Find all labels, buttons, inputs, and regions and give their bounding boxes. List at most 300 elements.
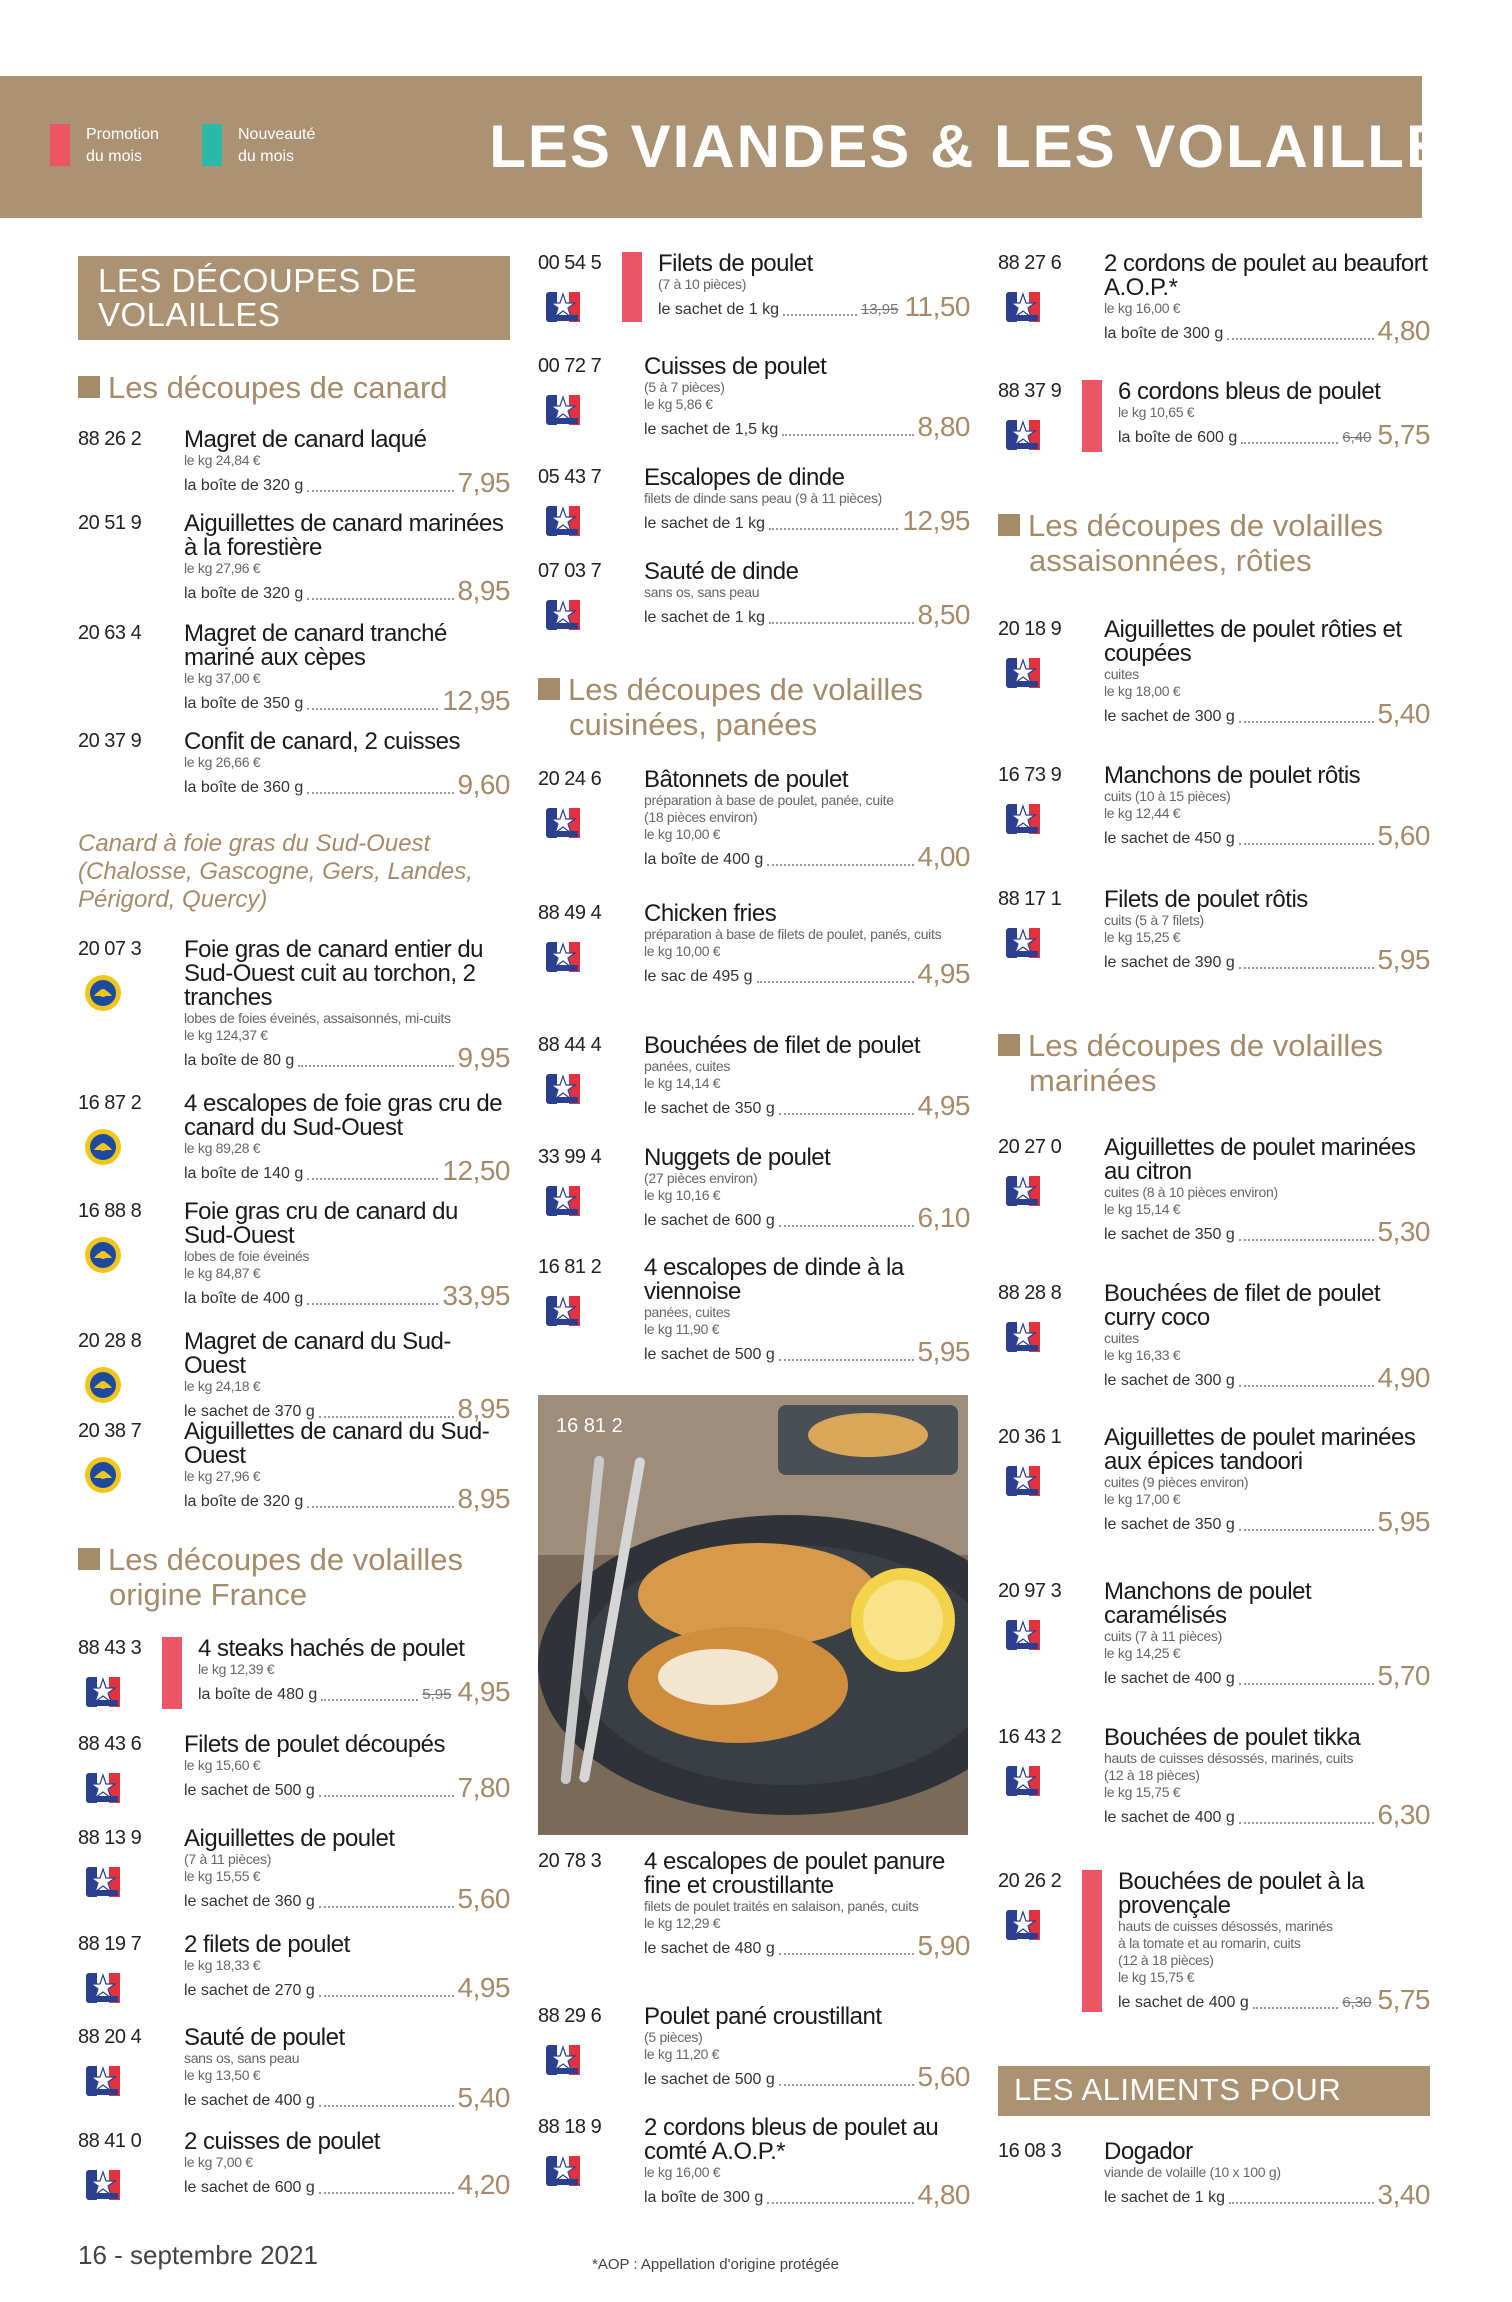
product-name: 6 cordons bleus de poulet bbox=[1118, 378, 1381, 405]
product-name: Aiguillettes de poulet marinées au citron bbox=[1104, 1134, 1416, 1185]
product-name: Confit de canard, 2 cuisses bbox=[184, 728, 460, 755]
price: 5,75 bbox=[1377, 419, 1430, 450]
price: 5,40 bbox=[457, 2082, 510, 2113]
subhead-marinees: Les découpes de volailles marinées bbox=[998, 1028, 1383, 1098]
legend-new-label: Nouveauté du mois bbox=[238, 126, 316, 165]
subhead-cuisinees-panees: Les découpes de volailles cuisinées, panées bbox=[538, 672, 923, 742]
leader-dots bbox=[321, 1699, 418, 1701]
leader-dots bbox=[1239, 721, 1374, 723]
subhead-canard: Les découpes de canard bbox=[78, 370, 448, 405]
product-info bbox=[1104, 2140, 1430, 2209]
product-code: 16 88 8 bbox=[78, 1200, 142, 1222]
leader-dots bbox=[1239, 1529, 1374, 1531]
leader-dots bbox=[767, 2202, 913, 2204]
promo-marker bbox=[622, 252, 642, 322]
package-size: le sac de 495 g bbox=[644, 968, 753, 985]
product-code: 20 38 7 bbox=[78, 1420, 142, 1442]
product-detail: lobes de foie éveinés bbox=[184, 1248, 310, 1264]
package-size: la boîte de 320 g bbox=[184, 477, 304, 494]
leader-dots bbox=[1239, 1683, 1374, 1685]
volaille-francaise-icon bbox=[1004, 800, 1042, 838]
price-line bbox=[644, 1204, 970, 1232]
product-code: 20 24 6 bbox=[538, 768, 602, 790]
product-info bbox=[644, 1256, 970, 1366]
price: 4,80 bbox=[917, 2179, 970, 2210]
leader-dots bbox=[757, 981, 914, 983]
price: 3,40 bbox=[1377, 2179, 1430, 2210]
leader-dots bbox=[307, 792, 453, 794]
product-code: 20 51 9 bbox=[78, 512, 142, 534]
price-line bbox=[184, 1282, 510, 1310]
product-info bbox=[198, 1637, 510, 1706]
escalopes-photo-illustration bbox=[538, 1395, 968, 1835]
product-info bbox=[644, 1034, 970, 1120]
product-detail: (18 pièces environ) bbox=[644, 809, 758, 825]
legend-promo-label: Promotion du mois bbox=[86, 126, 159, 165]
price-line bbox=[644, 960, 970, 988]
note-sud-ouest: Canard à foie gras du Sud-Ouest (Chalosse, Gascogne, Gers, Landes, Périgord, Quercy) bbox=[78, 830, 473, 913]
product-info bbox=[1104, 252, 1430, 345]
product-detail: à la tomate et au romarin, cuits bbox=[1118, 1935, 1301, 1951]
price-line bbox=[1118, 421, 1430, 449]
volaille-francaise-icon bbox=[84, 2166, 122, 2204]
price-line bbox=[1104, 1364, 1430, 1392]
product-code: 88 44 4 bbox=[538, 1034, 602, 1056]
price: 4,95 bbox=[457, 1676, 510, 1707]
leader-dots bbox=[307, 1506, 453, 1508]
product-info bbox=[184, 2026, 510, 2112]
product-name: Sauté de dinde bbox=[644, 558, 799, 585]
package-size: le sachet de 400 g bbox=[184, 2092, 315, 2109]
product-info bbox=[1104, 618, 1430, 728]
price: 5,40 bbox=[1377, 698, 1430, 729]
price: 12,50 bbox=[442, 1155, 510, 1186]
promo-marker bbox=[1082, 380, 1102, 452]
product-detail: cuites (8 à 10 pièces environ) bbox=[1104, 1184, 1278, 1200]
product-detail: le kg 10,00 € bbox=[644, 826, 721, 842]
product-detail: le kg 10,65 € bbox=[1118, 404, 1195, 420]
volaille-francaise-icon bbox=[544, 596, 582, 634]
price-line bbox=[644, 1092, 970, 1120]
volaille-francaise-icon bbox=[544, 1070, 582, 1108]
price-line bbox=[644, 507, 970, 535]
leader-dots bbox=[319, 1906, 454, 1908]
product-code: 88 17 1 bbox=[998, 888, 1062, 910]
product-detail: le kg 89,28 € bbox=[184, 1140, 261, 1156]
price: 5,90 bbox=[917, 1930, 970, 1961]
product-name: Filets de poulet rôtis bbox=[1104, 886, 1308, 913]
package-size: la boîte de 360 g bbox=[184, 779, 304, 796]
price: 5,75 bbox=[1377, 1984, 1430, 2015]
product-detail: le kg 15,14 € bbox=[1104, 1201, 1181, 1217]
volaille-francaise-icon bbox=[1004, 1616, 1042, 1654]
product-detail: le kg 14,25 € bbox=[1104, 1645, 1181, 1661]
product-detail: filets de poulet traités en salaison, panés, cuits bbox=[644, 1898, 919, 1914]
product-detail: (12 à 18 pièces) bbox=[1104, 1767, 1200, 1783]
product-detail: le kg 15,60 € bbox=[184, 1757, 261, 1773]
price-line bbox=[184, 2171, 510, 2199]
leader-dots bbox=[307, 598, 453, 600]
product-detail: panées, cuites bbox=[644, 1304, 731, 1320]
price-line bbox=[198, 1678, 510, 1706]
volaille-francaise-icon bbox=[544, 1292, 582, 1330]
product-name: Aiguillettes de canard du Sud-Ouest bbox=[184, 1418, 490, 1469]
product-photo-escalopes bbox=[538, 1395, 968, 1835]
product-code: 16 81 2 bbox=[538, 1256, 602, 1278]
package-size: le sachet de 270 g bbox=[184, 1982, 315, 1999]
leader-dots bbox=[319, 1995, 454, 1997]
package-size: le sachet de 400 g bbox=[1104, 1670, 1235, 1687]
volaille-francaise-icon bbox=[544, 938, 582, 976]
leader-dots bbox=[779, 1359, 914, 1361]
product-code: 88 29 6 bbox=[538, 2005, 602, 2027]
product-name: 4 escalopes de poulet panure fine et croustillante bbox=[644, 1848, 945, 1899]
price: 9,95 bbox=[457, 1042, 510, 1073]
price-line bbox=[1104, 946, 1430, 974]
photo-product-code: 16 81 2 bbox=[556, 1415, 623, 1437]
price: 8,95 bbox=[457, 575, 510, 606]
price-line bbox=[644, 1338, 970, 1366]
product-name: Escalopes de dinde bbox=[644, 464, 845, 491]
package-size: la boîte de 480 g bbox=[198, 1686, 318, 1703]
new-swatch bbox=[202, 124, 222, 166]
product-name: Aiguillettes de poulet bbox=[184, 1825, 395, 1852]
product-info bbox=[644, 2005, 970, 2091]
page-title: LES VIANDES & LES VOLAILLES bbox=[489, 113, 1490, 180]
product-detail: cuits (5 à 7 filets) bbox=[1104, 912, 1204, 928]
product-detail: le kg 37,00 € bbox=[184, 670, 261, 686]
product-name: 2 cordons bleus de poulet au comté A.O.P.* bbox=[644, 2114, 939, 2165]
product-detail: le kg 15,75 € bbox=[1118, 1969, 1195, 1985]
product-code: 16 73 9 bbox=[998, 764, 1062, 786]
volaille-francaise-icon bbox=[84, 1969, 122, 2007]
package-size: la boîte de 600 g bbox=[1118, 429, 1238, 446]
price-line bbox=[184, 1974, 510, 2002]
package-size: le sachet de 1 kg bbox=[644, 515, 765, 532]
price: 4,95 bbox=[457, 1972, 510, 2003]
volaille-francaise-icon bbox=[544, 288, 582, 326]
product-detail: cuites bbox=[1104, 666, 1139, 682]
product-code: 88 18 9 bbox=[538, 2116, 602, 2138]
price: 7,95 bbox=[457, 467, 510, 498]
product-detail: sans os, sans peau bbox=[644, 584, 760, 600]
product-detail: le kg 5,86 € bbox=[644, 396, 713, 412]
leader-dots bbox=[769, 622, 914, 624]
product-name: Manchons de poulet caramélisés bbox=[1104, 1578, 1312, 1629]
product-detail: (5 pièces) bbox=[644, 2029, 703, 2045]
product-info bbox=[658, 252, 970, 321]
package-size: le sachet de 500 g bbox=[644, 1346, 775, 1363]
product-code: 20 26 2 bbox=[998, 1870, 1062, 1892]
product-code: 20 78 3 bbox=[538, 1850, 602, 1872]
footer-aop-note: *AOP : Appellation d'origine protégée bbox=[592, 2256, 839, 2273]
price-line bbox=[184, 1044, 510, 1072]
leader-dots bbox=[1227, 338, 1373, 340]
leader-dots bbox=[1253, 2007, 1339, 2009]
volaille-francaise-icon bbox=[544, 502, 582, 540]
price-line bbox=[184, 1885, 510, 1913]
product-code: 16 87 2 bbox=[78, 1092, 142, 1114]
product-detail: le kg 14,14 € bbox=[644, 1075, 721, 1091]
price-line bbox=[1104, 1662, 1430, 1690]
product-info bbox=[1104, 1580, 1430, 1690]
product-info bbox=[644, 2116, 970, 2209]
price: 4,95 bbox=[917, 1090, 970, 1121]
product-code: 00 72 7 bbox=[538, 355, 602, 377]
product-code: 88 20 4 bbox=[78, 2026, 142, 2048]
price-line bbox=[644, 413, 970, 441]
package-size: le sachet de 400 g bbox=[1104, 1809, 1235, 1826]
package-size: le sachet de 350 g bbox=[1104, 1226, 1235, 1243]
product-name: 2 cuisses de poulet bbox=[184, 2128, 380, 2155]
product-detail: le kg 18,00 € bbox=[1104, 683, 1181, 699]
leader-dots bbox=[1239, 1239, 1374, 1241]
product-info bbox=[184, 1330, 510, 1423]
product-name: Bouchées de filet de poulet bbox=[644, 1032, 921, 1059]
volaille-francaise-icon bbox=[544, 2152, 582, 2190]
package-size: le sachet de 500 g bbox=[184, 1782, 315, 1799]
price-line bbox=[1104, 1218, 1430, 1246]
package-size: le sachet de 400 g bbox=[1118, 1994, 1249, 2011]
product-detail: le kg 16,33 € bbox=[1104, 1347, 1181, 1363]
price: 4,20 bbox=[457, 2169, 510, 2200]
price: 12,95 bbox=[442, 685, 510, 716]
volaille-francaise-icon bbox=[1004, 1762, 1042, 1800]
product-code: 20 97 3 bbox=[998, 1580, 1062, 1602]
price-line bbox=[184, 687, 510, 715]
volaille-francaise-icon bbox=[84, 1769, 122, 1807]
product-info bbox=[644, 1850, 970, 1960]
product-info bbox=[1104, 764, 1430, 850]
price: 5,60 bbox=[917, 2061, 970, 2092]
product-detail: le kg 26,66 € bbox=[184, 754, 261, 770]
price-line bbox=[644, 843, 970, 871]
product-code: 07 03 7 bbox=[538, 560, 602, 582]
subhead-origine-france: Les découpes de volailles origine France bbox=[78, 1542, 463, 1612]
price-line bbox=[644, 601, 970, 629]
aop-label-icon bbox=[84, 1128, 122, 1166]
old-price: 5,95 bbox=[422, 1686, 452, 1703]
product-code: 88 43 3 bbox=[78, 1637, 142, 1659]
old-price: 13,95 bbox=[860, 301, 899, 318]
volaille-francaise-icon bbox=[1004, 1906, 1042, 1944]
product-detail: préparation à base de filets de poulet, panés, cuits bbox=[644, 926, 942, 942]
product-name: Filets de poulet bbox=[658, 250, 813, 277]
product-name: Poulet pané croustillant bbox=[644, 2003, 882, 2030]
product-code: 33 99 4 bbox=[538, 1146, 602, 1168]
product-code: 05 43 7 bbox=[538, 466, 602, 488]
product-code: 88 26 2 bbox=[78, 428, 142, 450]
leader-dots bbox=[319, 1795, 454, 1797]
product-code: 20 07 3 bbox=[78, 938, 142, 960]
volaille-francaise-icon bbox=[1004, 1462, 1042, 1500]
product-code: 20 36 1 bbox=[998, 1426, 1062, 1448]
volaille-francaise-icon bbox=[1004, 288, 1042, 326]
product-detail: cuits (7 à 11 pièces) bbox=[1104, 1628, 1222, 1644]
product-detail: le kg 10,00 € bbox=[644, 943, 721, 959]
price-line bbox=[184, 1774, 510, 1802]
price-line bbox=[1104, 2181, 1430, 2209]
product-info bbox=[184, 730, 510, 799]
product-detail: panées, cuites bbox=[644, 1058, 731, 1074]
product-name: Nuggets de poulet bbox=[644, 1144, 831, 1171]
price: 6,30 bbox=[1377, 1799, 1430, 1830]
product-detail: le kg 15,25 € bbox=[1104, 929, 1181, 945]
product-name: Aiguillettes de poulet rôties et coupées bbox=[1104, 616, 1402, 667]
package-size: le sachet de 300 g bbox=[1104, 1372, 1235, 1389]
volaille-francaise-icon bbox=[1004, 924, 1042, 962]
product-name: 4 steaks hachés de poulet bbox=[198, 1635, 465, 1662]
aop-label-icon bbox=[84, 1236, 122, 1274]
aop-label-icon bbox=[84, 1456, 122, 1494]
product-detail: le kg 11,20 € bbox=[644, 2046, 720, 2062]
product-name: 4 escalopes de foie gras cru de canard du Sud-Ouest bbox=[184, 1090, 503, 1141]
product-detail: le kg 84,87 € bbox=[184, 1265, 261, 1281]
price: 5,60 bbox=[1377, 820, 1430, 851]
leader-dots bbox=[319, 2192, 454, 2194]
product-detail: le kg 7,00 € bbox=[184, 2154, 253, 2170]
leader-dots bbox=[779, 1953, 914, 1955]
package-size: le sachet de 390 g bbox=[1104, 954, 1235, 971]
product-detail: le kg 17,00 € bbox=[1104, 1491, 1181, 1507]
product-info bbox=[644, 355, 970, 441]
product-name: Sauté de poulet bbox=[184, 2024, 345, 2051]
product-name: 2 cordons de poulet au beaufort A.O.P.* bbox=[1104, 250, 1428, 301]
leader-dots bbox=[298, 1065, 453, 1067]
package-size: la boîte de 400 g bbox=[644, 851, 764, 868]
volaille-francaise-icon bbox=[544, 391, 582, 429]
volaille-francaise-icon bbox=[544, 804, 582, 842]
product-code: 20 63 4 bbox=[78, 622, 142, 644]
product-info bbox=[1104, 1282, 1430, 1392]
product-code: 20 18 9 bbox=[998, 618, 1062, 640]
package-size: le sachet de 360 g bbox=[184, 1893, 315, 1910]
price: 8,80 bbox=[917, 411, 970, 442]
old-price: 6,40 bbox=[1342, 429, 1372, 446]
package-size: le sachet de 300 g bbox=[1104, 708, 1235, 725]
old-price: 6,30 bbox=[1342, 1994, 1372, 2011]
product-code: 20 37 9 bbox=[78, 730, 142, 752]
product-info bbox=[184, 1092, 510, 1185]
product-code: 00 54 5 bbox=[538, 252, 602, 274]
page-footer-number: 16 - septembre 2021 bbox=[78, 2240, 318, 2270]
leader-dots bbox=[319, 2105, 454, 2107]
leader-dots bbox=[767, 864, 913, 866]
product-name: Bouchées de poulet tikka bbox=[1104, 1724, 1361, 1751]
package-size: le sachet de 370 g bbox=[184, 1403, 315, 1420]
package-size: le sachet de 600 g bbox=[644, 1212, 775, 1229]
product-info bbox=[184, 2130, 510, 2199]
price: 7,80 bbox=[457, 1772, 510, 1803]
leader-dots bbox=[307, 708, 438, 710]
leader-dots bbox=[1241, 442, 1338, 444]
volaille-francaise-icon bbox=[544, 1182, 582, 1220]
product-info bbox=[184, 1420, 510, 1513]
product-detail: le kg 10,16 € bbox=[644, 1187, 721, 1203]
price: 6,10 bbox=[917, 1202, 970, 1233]
price-line bbox=[1104, 822, 1430, 850]
product-detail: le kg 27,96 € bbox=[184, 1468, 261, 1484]
price-line bbox=[644, 2063, 970, 2091]
volaille-francaise-icon bbox=[84, 1673, 122, 1711]
product-code: 16 08 3 bbox=[998, 2140, 1062, 2162]
price: 4,00 bbox=[917, 841, 970, 872]
promo-marker bbox=[1082, 1870, 1102, 2012]
product-detail: le kg 12,29 € bbox=[644, 1915, 721, 1931]
leader-dots bbox=[1239, 1385, 1374, 1387]
product-code: 88 27 6 bbox=[998, 252, 1062, 274]
product-info bbox=[184, 1933, 510, 2002]
product-detail: cuites bbox=[1104, 1330, 1139, 1346]
leader-dots bbox=[307, 490, 453, 492]
product-info bbox=[1118, 1870, 1430, 2014]
product-code: 20 28 8 bbox=[78, 1330, 142, 1352]
volaille-francaise-icon bbox=[84, 2062, 122, 2100]
price: 8,95 bbox=[457, 1483, 510, 1514]
price: 5,95 bbox=[917, 1336, 970, 1367]
product-name: Bâtonnets de poulet bbox=[644, 766, 849, 793]
product-name: Magret de canard tranché mariné aux cèpes bbox=[184, 620, 447, 671]
product-detail: lobes de foies éveinés, assaisonnés, mi-cuits bbox=[184, 1010, 451, 1026]
price-line bbox=[1118, 1986, 1430, 2014]
product-name: Chicken fries bbox=[644, 900, 777, 927]
product-code: 88 41 0 bbox=[78, 2130, 142, 2152]
price: 5,30 bbox=[1377, 1216, 1430, 1247]
leader-dots bbox=[782, 434, 913, 436]
package-size: la boîte de 350 g bbox=[184, 695, 304, 712]
package-size: le sachet de 1 kg bbox=[1104, 2189, 1225, 2206]
package-size: le sachet de 500 g bbox=[644, 2071, 775, 2088]
product-detail: le kg 15,55 € bbox=[184, 1868, 261, 1884]
price-line bbox=[184, 1485, 510, 1513]
aop-label-icon bbox=[84, 974, 122, 1012]
product-info bbox=[184, 512, 510, 605]
product-detail: le kg 15,75 € bbox=[1104, 1784, 1181, 1800]
product-name: 4 escalopes de dinde à la viennoise bbox=[644, 1254, 904, 1305]
price-line bbox=[1104, 317, 1430, 345]
product-detail: le kg 11,90 € bbox=[644, 1321, 720, 1337]
product-detail: hauts de cuisses désossés, marinés, cuits bbox=[1104, 1750, 1354, 1766]
section-decoupes-volailles: LES DÉCOUPES DE VOLAILLES bbox=[78, 256, 510, 340]
package-size: le sachet de 350 g bbox=[644, 1100, 775, 1117]
price-line bbox=[184, 771, 510, 799]
product-detail: cuites (9 pièces environ) bbox=[1104, 1474, 1249, 1490]
package-size: la boîte de 80 g bbox=[184, 1052, 295, 1069]
product-info bbox=[1104, 1726, 1430, 1829]
package-size: la boîte de 300 g bbox=[644, 2189, 764, 2206]
product-name: Bouchées de poulet à la provençale bbox=[1118, 1868, 1365, 1919]
price: 12,95 bbox=[902, 505, 970, 536]
product-info bbox=[1104, 888, 1430, 974]
volaille-francaise-icon bbox=[1004, 416, 1042, 454]
price: 5,95 bbox=[1377, 944, 1430, 975]
product-code: 88 43 6 bbox=[78, 1733, 142, 1755]
product-name: Magret de canard du Sud-Ouest bbox=[184, 1328, 451, 1379]
leader-dots bbox=[1239, 1822, 1374, 1824]
package-size: le sachet de 480 g bbox=[644, 1940, 775, 1957]
product-detail: (27 pièces environ) bbox=[644, 1170, 758, 1186]
product-name: Magret de canard laqué bbox=[184, 426, 427, 453]
price: 8,50 bbox=[917, 599, 970, 630]
product-code: 20 27 0 bbox=[998, 1136, 1062, 1158]
section-aliments-chiens: LES ALIMENTS POUR CHIENS bbox=[998, 2066, 1430, 2116]
package-size: le sachet de 1,5 kg bbox=[644, 421, 779, 438]
product-detail: (12 à 18 pièces) bbox=[1118, 1952, 1214, 1968]
price-line bbox=[644, 1932, 970, 1960]
legend-new bbox=[202, 124, 328, 168]
product-info bbox=[1104, 1136, 1430, 1246]
product-name: Foie gras cru de canard du Sud-Ouest bbox=[184, 1198, 458, 1249]
